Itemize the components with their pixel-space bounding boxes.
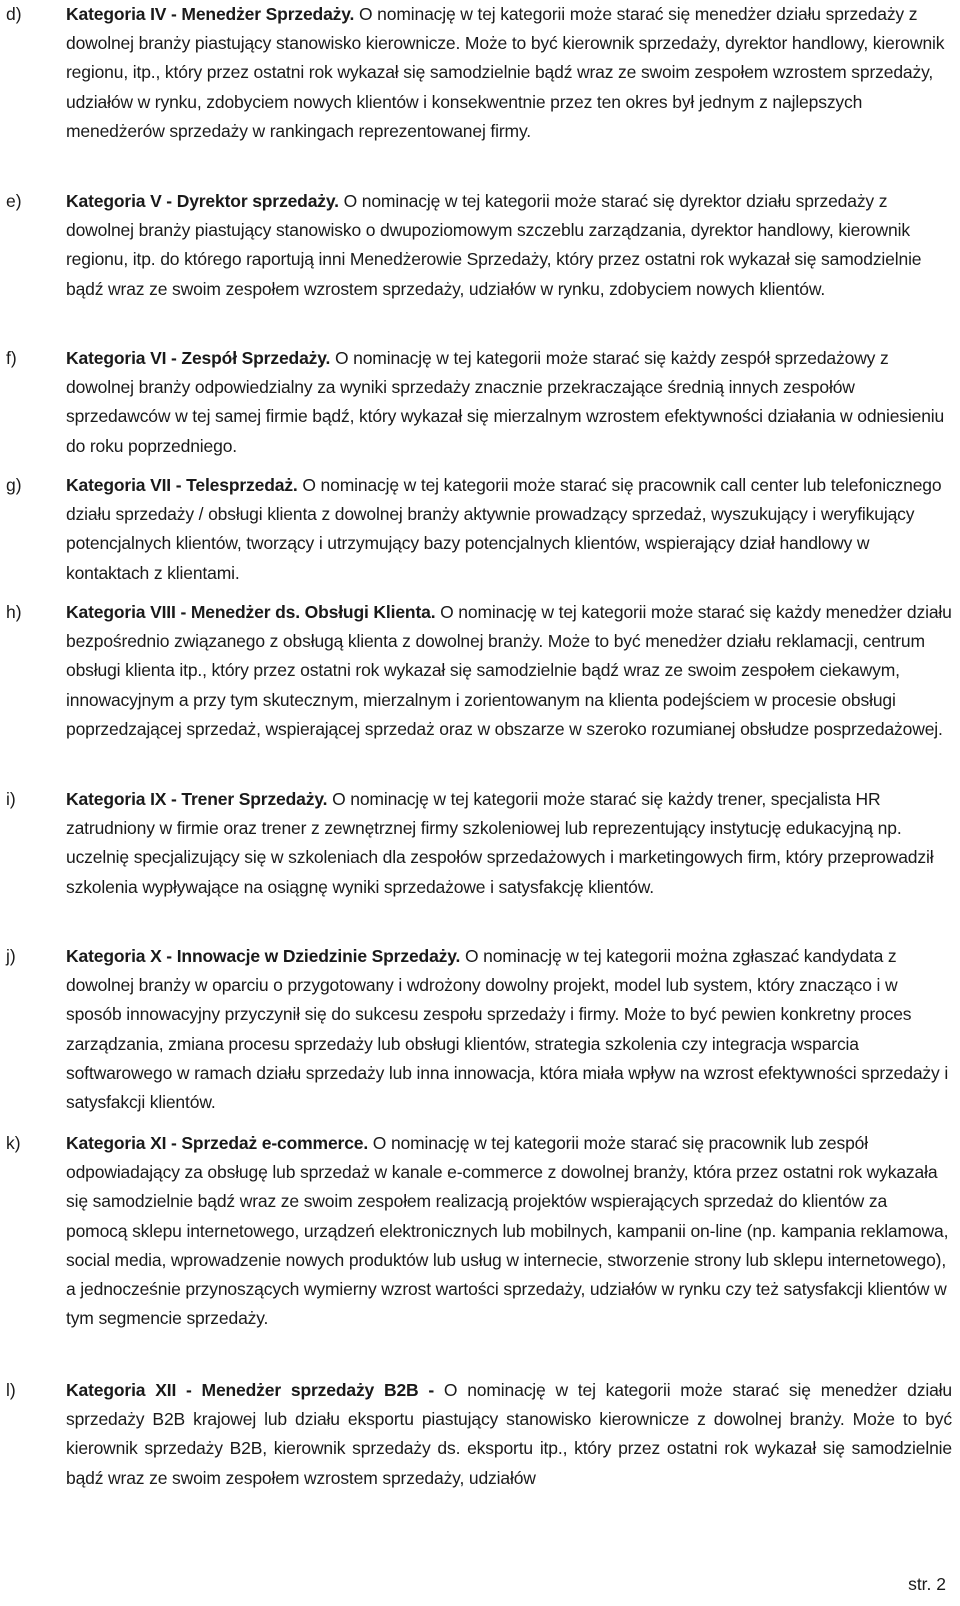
category-description: O nominację w tej kategorii można zgłaszać kandydata z dowolnej branży w oparciu o przygotowany i wdrożony dowolny projekt, model lub system, który znacząco i w sposób innowacyjny przyczynił się do sukcesu zespołu sprzedaży i firmy. Może to być pewien konkretny proces zarządzania, zmiana procesu sprzedaży lub obsługi klientów, strategia szkolenia czy integracja wsparcia softwarowego w ramach działu sprzedaży lub inna innowacja, która miała wpływ na wzrost efektywności sprzedaży i satysfakcji klientów. [66,946,949,1113]
list-item-body [66,187,952,304]
list-item-body [66,598,952,744]
list-item-letter: g) [6,475,22,495]
category-description: O nominację w tej kategorii może starać się każdy trener, specjalista HR zatrudniony w firmie oraz trener z zewnętrznej firmy szkoleniowej lub reprezentujący instytucję edukacyjną np. uczelnię specjalizujący się w szkoleniach dla zespołów sprzedażowych i marketingowych firm, który przeprowadził szkolenia wypływające na osiągnę wyniki sprzedażowe i satysfakcję klientów. [66,789,934,897]
list-item-body [66,1376,952,1493]
category-description: O nominację w tej kategorii może starać się dyrektor działu sprzedaży z dowolnej branży piastujący stanowisko o dwupoziomowym szczeblu zarządzania, dyrektor handlowy, kierownik regionu, itp. do którego raportują inni Menedżerowie Sprzedaży, który przez ostatni rok wykazał się samodzielnie bądź wraz ze swoim zespołem wzrostem sprzedaży, udziałów w rynku, zdobyciem nowych klientów. [66,191,922,299]
category-title: Kategoria XI - Sprzedaż e-commerce. [66,1133,369,1153]
category-title: Kategoria VI - Zespół Sprzedaży. [66,348,331,368]
list-item-body [66,1129,952,1333]
category-description: O nominację w tej kategorii może starać się każdy zespół sprzedażowy z dowolnej branży odpowiedzialny za wyniki sprzedaży znacznie przekraczające średnią innych zespołów sprzedawców w tej samej firmie bądź, który wykazał się mierzalnym wzrostem efektywności działania w odniesieniu do roku poprzedniego. [66,348,945,456]
list-item-letter: k) [6,1133,21,1153]
category-description: O nominację w tej kategorii może starać się pracownik call center lub telefonicznego działu sprzedaży / obsługi klienta z dowolnej branży aktywnie prowadzący sprzedaż, wyszukujący i weryfikujący potencjalnych klientów, tworzący i utrzymujący bazy potencjalnych klientów, wspierający dział handlowy w kontaktach z klientami. [66,475,942,583]
category-title: Kategoria X - Innowacje w Dziedzinie Sprzedaży. [66,946,461,966]
list-item-body [66,0,952,146]
list-item-letter: h) [6,602,22,622]
category-title: Kategoria V - Dyrektor sprzedaży. [66,191,339,211]
list-item-letter: d) [6,4,22,24]
list-item-body [66,785,952,902]
list-item-letter: l) [6,1380,16,1400]
list-item-body [66,471,952,588]
category-description: O nominację w tej kategorii może starać się każdy menedżer działu bezpośrednio związanego z obsługą klienta z dowolnej branży. Może to być menedżer działu reklamacji, centrum obsługi klienta itp., który przez ostatni rok wykazał się samodzielnie bądź wraz ze swoim zespołem ciekawym, innowacyjnym a przy tym skutecznym, mierzalnym i zorientowanym na klienta podejściem w procesie obsługi poprzedzającej sprzedaż, wspierającej sprzedaż oraz w obszarze w szeroko rozumianej obsłudze posprzedażowej. [66,602,952,739]
category-description: O nominację w tej kategorii może starać się menedżer działu sprzedaży B2B krajowej lub działu eksportu piastujący stanowisko kierownicze z dowolnej branży. Może to być kierownik sprzedaży B2B, kierownik sprzedaży ds. eksportu itp., który przez ostatni rok wykazał się samodzielnie bądź wraz ze swoim zespołem wzrostem sprzedaży, udziałów [66,1380,952,1488]
category-description: O nominację w tej kategorii może starać się pracownik lub zespół odpowiadający za obsługę lub sprzedaż w kanale e-commerce z dowolnej branży, która przez ostatni rok wykazała się samodzielnie bądź wraz ze swoim zespołem realizacją projektów wspierających sprzedaż do klientów za pomocą sklepu internetowego, urządzeń elektronicznych lub mobilnych, kampanii on-line (np. kampania reklamowa, social media, wprowadzenie nowych produktów lub usług w internecie, stworzenie strony lub sklepu internetowego), a jednocześnie przynoszących wymierny wzrost wartości sprzedaży, udziałów w rynku czy też satysfakcji klientów w tym segmencie sprzedaży. [66,1133,949,1329]
list-item-letter: j) [6,946,16,966]
page-number: str. 2 [908,1574,946,1594]
category-title: Kategoria IV - Menedżer Sprzedaży. [66,4,355,24]
category-title: Kategoria IX - Trener Sprzedaży. [66,789,328,809]
list-item-letter: f) [6,348,17,368]
list-item-body [66,942,952,1117]
category-title: Kategoria XII - Menedżer sprzedaży B2B - [66,1380,435,1400]
list-item-body [66,344,952,461]
category-title: Kategoria VII - Telesprzedaż. [66,475,298,495]
list-item-letter: i) [6,789,16,809]
category-description: O nominację w tej kategorii może starać się menedżer działu sprzedaży z dowolnej branży piastujący stanowisko kierownicze. Może to być kierownik sprzedaży, dyrektor handlowy, kierownik regionu, itp., który przez ostatni rok wykazał się samodzielnie bądź wraz ze swoim zespołem wzrostem sprzedaży, udziałów w rynku, zdobyciem nowych klientów i konsekwentnie przez ten okres był jednym z najlepszych menedżerów sprzedaży w rankingach reprezentowanej firmy. [66,4,945,141]
category-title: Kategoria VIII - Menedżer ds. Obsługi Klienta. [66,602,436,622]
list-item-letter: e) [6,191,22,211]
